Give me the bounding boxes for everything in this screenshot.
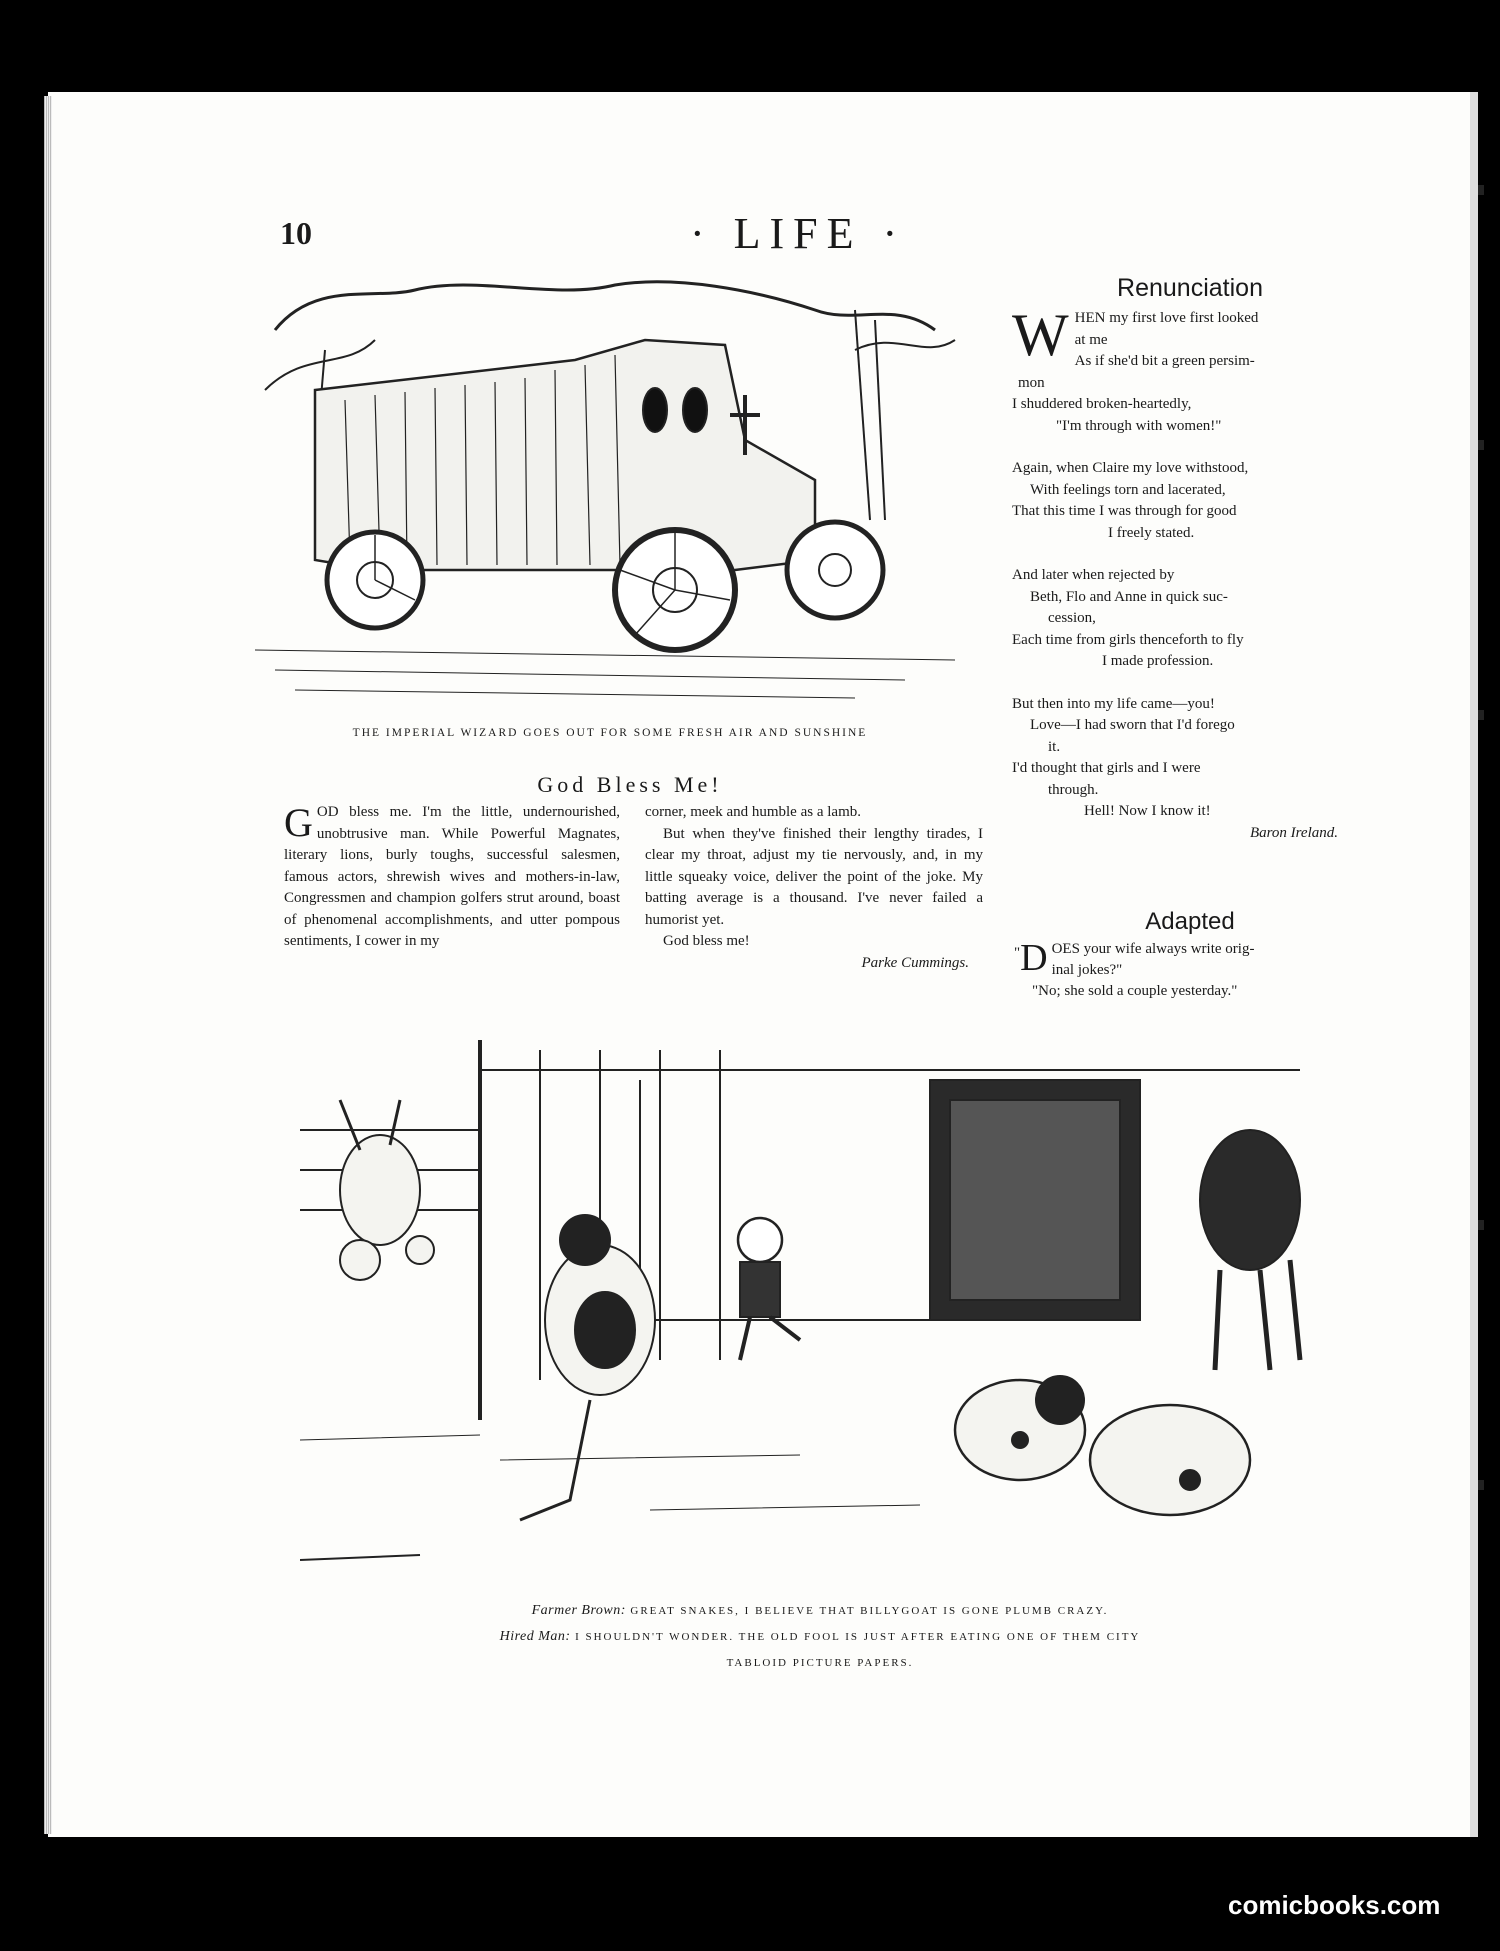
binding-mark <box>1478 1480 1484 1490</box>
binding-mark <box>1478 185 1484 195</box>
god-bless-me-dropcap: G <box>284 800 313 845</box>
poem-line: cession, <box>1048 610 1096 626</box>
god-bless-me-text-2: corner, meek and humble as a lamb. <box>645 804 861 820</box>
poem-line: through. <box>1048 781 1099 798</box>
renunciation-title: Renunciation <box>1117 274 1263 302</box>
poem-line: at me <box>1074 331 1108 348</box>
poem-line: Love—I had sworn that I'd forego <box>1030 717 1235 733</box>
adapted-line: inal jokes?" <box>1051 962 1123 978</box>
adapted-open-quote: " <box>1014 945 1021 961</box>
poem-line: HEN my first love first looked <box>1074 310 1259 326</box>
caption-speaker-1: Farmer Brown: <box>531 1603 626 1618</box>
bottom-cartoon-caption <box>300 1598 1340 1676</box>
god-bless-me-text-3: But when they've finished their lengthy tirades, I clear my throat, adjust my tie nervously, and, in my little squeaky voice, deliver the point of the joke. My batting average is a thousand. I've never failed a humorist yet. <box>645 825 983 928</box>
binding-mark <box>1478 440 1484 450</box>
god-bless-me-column-2 <box>645 802 983 974</box>
renunciation-poem <box>1012 302 1352 844</box>
page-number: 10 <box>280 215 312 251</box>
adapted-line: "No; she sold a couple yesterday." <box>1032 983 1238 999</box>
god-bless-me-column-1 <box>284 802 620 953</box>
poem-line: And later when rejected by <box>1012 567 1175 583</box>
page-right-edge <box>1470 92 1478 1837</box>
poem-line: As if she'd bit a green persim- <box>1074 353 1255 369</box>
poem-line: I freely stated. <box>1108 524 1195 541</box>
poem-line: I shuddered broken-heartedly, <box>1012 396 1192 412</box>
masthead-title: · LIFE · <box>690 209 907 258</box>
poem-line: I made profession. <box>1102 653 1214 669</box>
adapted-line: OES your wife always write orig- <box>1051 941 1255 957</box>
caption-line-2: I SHOULDN'T WONDER. THE OLD FOOL IS JUST AFTER EATING ONE OF THEM CITY <box>575 1631 1141 1643</box>
adapted-title: Adapted <box>1145 908 1235 935</box>
poem-line: Again, when Claire my love withstood, <box>1012 460 1249 476</box>
barnyard-cartoon <box>300 1040 1340 1580</box>
binding-mark <box>1478 1220 1484 1230</box>
watermark: comicbooks.com <box>1228 1890 1441 1920</box>
poem-line: But then into my life came—you! <box>1012 695 1215 712</box>
caption-line-3: TABLOID PICTURE PAPERS. <box>726 1657 914 1669</box>
imperial-wizard-car-cartoon <box>255 270 965 710</box>
top-cartoon-caption: THE IMPERIAL WIZARD GOES OUT FOR SOME FRESH AIR AND SUNSHINE <box>352 727 868 739</box>
poem-line: Hell! Now I know it! <box>1084 803 1211 819</box>
caption-speaker-2: Hired Man: <box>499 1629 571 1644</box>
god-bless-me-text-4: God bless me! <box>663 933 750 949</box>
poem-line: Beth, Flo and Anne in quick suc- <box>1030 588 1228 605</box>
god-bless-me-author: Parke Cummings. <box>861 954 969 971</box>
god-bless-me-text-1: OD bless me. I'm the little, undernourished, unobtrusive man. While Powerful Magnates, literary lions, burly toughs, successful salesmen, famous actors, shrewish wives and mothers-in-law, Congressmen and champion golfers strut around, boast of phenomenal accomplishments, and utter pompous sentiments, I cower in my <box>284 804 620 949</box>
poem-line: "I'm through with women!" <box>1056 417 1222 434</box>
poem-line: Each time from girls thenceforth to fly <box>1012 631 1244 648</box>
god-bless-me-title: God Bless Me! <box>537 772 723 797</box>
renunciation-dropcap: W <box>1012 302 1069 368</box>
adapted-dropcap: D <box>1020 937 1048 979</box>
caption-line-1: GREAT SNAKES, I BELIEVE THAT BILLYGOAT IS GONE PLUMB CRAZY. <box>630 1605 1109 1617</box>
poem-line: With feelings torn and lacerated, <box>1030 481 1226 498</box>
page-stack-edge <box>44 96 52 1834</box>
poem-line: mon <box>1018 374 1045 391</box>
renunciation-author: Baron Ireland. <box>1249 824 1338 841</box>
adapted-text <box>1014 939 1354 1002</box>
poem-line: I'd thought that girls and I were <box>1012 760 1201 776</box>
poem-line: it. <box>1048 738 1061 755</box>
poem-line: That this time I was through for good <box>1012 503 1237 519</box>
binding-mark <box>1478 710 1484 720</box>
